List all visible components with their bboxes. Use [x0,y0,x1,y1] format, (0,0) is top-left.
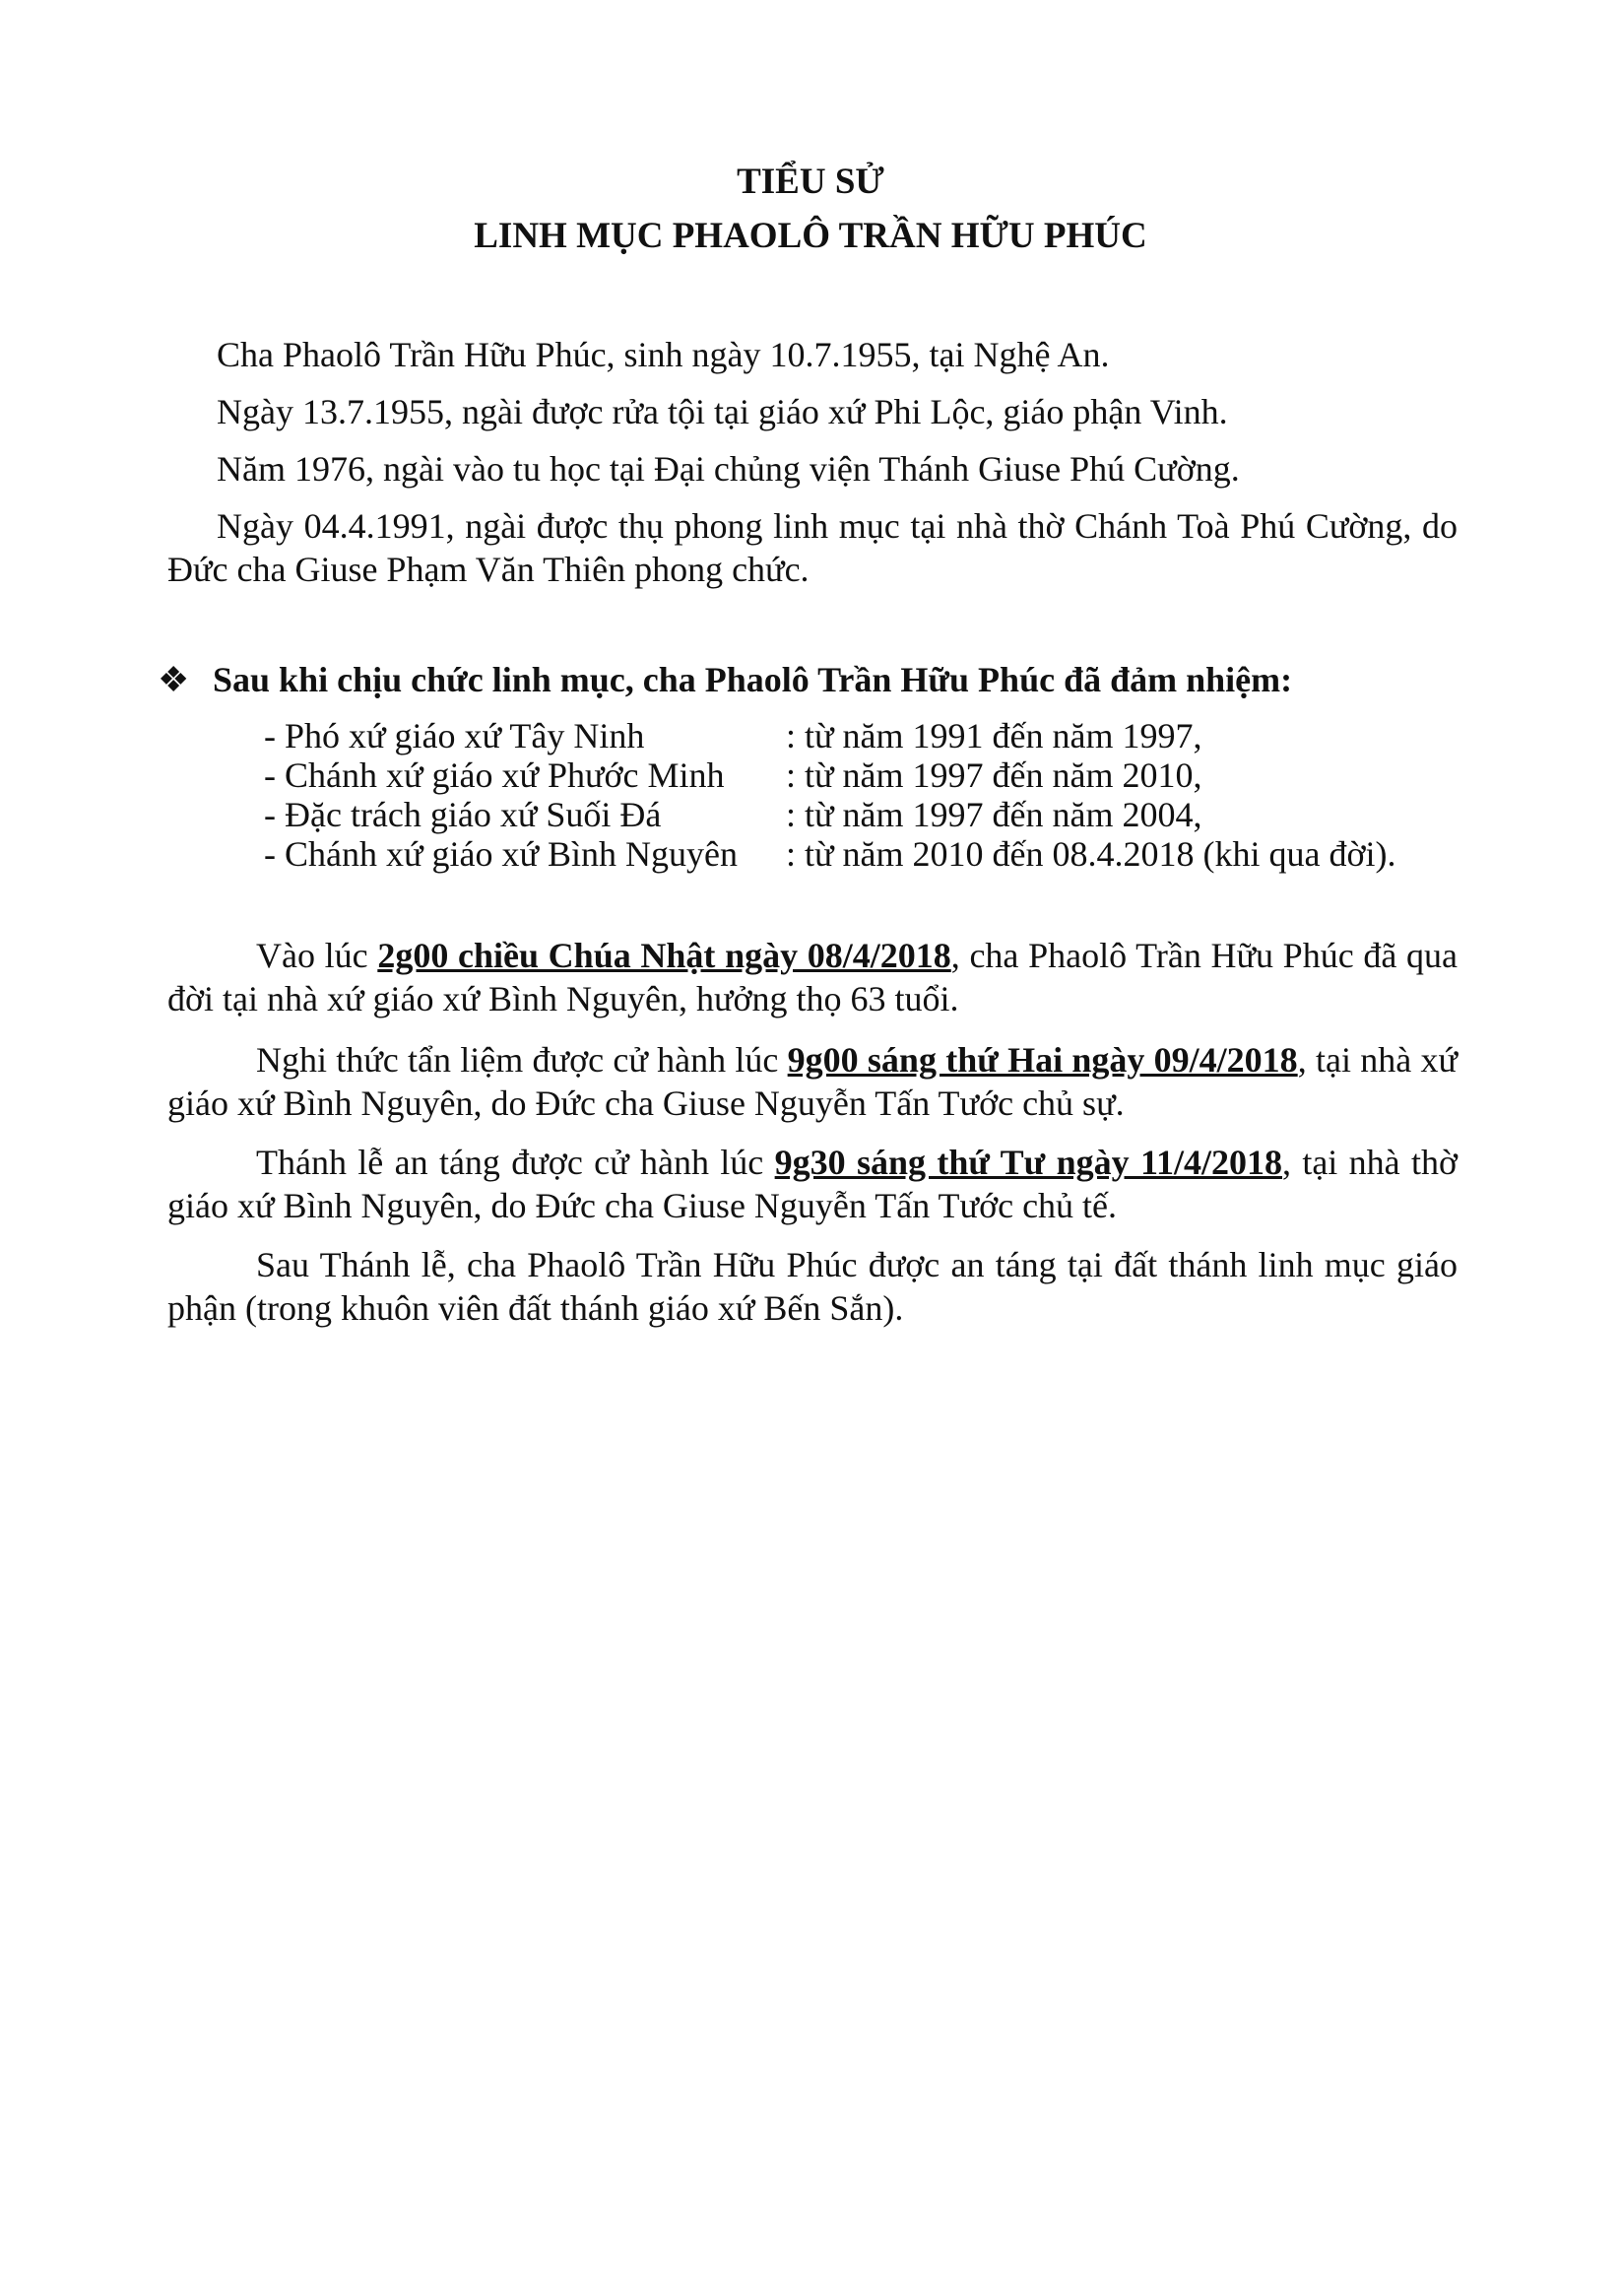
role-name: - Đặc trách giáo xứ Suối Đá [264,795,662,834]
service-heading-text: Sau khi chịu chức linh mục, cha Phaolô Trần Hữu Phúc đã đảm nhiệm: [213,660,1293,699]
intro-birth: Cha Phaolô Trần Hữu Phúc, sinh ngày 10.7.1955, tại Nghệ An. [217,335,1110,374]
role-period: : từ năm 1997 đến năm 2010, [786,755,1202,795]
role-period: : từ năm 2010 đến 08.4.2018 (khi qua đời). [786,834,1396,874]
event-funeral-mass: Thánh lễ an táng được cử hành lúc 9g30 sáng thứ Tư ngày 11/4/2018, tại nhà thờ giáo xứ Bình Nguyên, do Đức cha Giuse Nguyễn Tấn Tước chủ tế. [167,1143,1459,1225]
role-period: : từ năm 1991 đến năm 1997, [786,716,1202,755]
service-role-row [264,834,1395,874]
closing-burial: Sau Thánh lễ, cha Phaolô Trần Hữu Phúc được an táng tại đất thánh linh mục giáo phận (trong khuôn viên đất thánh giáo xứ Bến Sắn). [167,1245,1458,1328]
event-encoffinment: Nghi thức tẩn liệm được cử hành lúc 9g00 sáng thứ Hai ngày 09/4/2018, tại nhà xứ giáo xứ Bình Nguyên, do Đức cha Giuse Nguyễn Tấn Tước chủ sự. [167,1040,1458,1123]
service-heading [158,658,1292,701]
service-role-row [264,755,1201,795]
intro-baptism: Ngày 13.7.1955, ngài được rửa tội tại giáo xứ Phi Lộc, giáo phận Vinh. [217,392,1228,431]
intro-seminary: Năm 1976, ngài vào tu học tại Đại chủng viện Thánh Giuse Phú Cường. [217,449,1240,489]
role-period: : từ năm 1997 đến năm 2004, [786,795,1202,834]
role-name: - Chánh xứ giáo xứ Bình Nguyên [264,834,738,874]
event-death-time: 2g00 chiều Chúa Nhật ngày 08/4/2018 [377,936,951,975]
role-name: - Chánh xứ giáo xứ Phước Minh [264,755,725,795]
event-funeral-mass-time: 9g30 sáng thứ Tư ngày 11/4/2018 [774,1143,1282,1182]
intro-ordination: Ngày 04.4.1991, ngài được thụ phong linh mục tại nhà thờ Chánh Toà Phú Cường, do Đức cha Giuse Phạm Văn Thiên phong chức. [167,506,1458,589]
service-role-row [264,716,1201,755]
diamond-bullet-icon: ❖ [158,660,190,699]
role-name: - Phó xứ giáo xứ Tây Ninh [264,716,645,755]
service-role-row [264,795,1201,834]
event-death: Vào lúc 2g00 chiều Chúa Nhật ngày 08/4/2018, cha Phaolô Trần Hữu Phúc đã qua đời tại nhà xứ giáo xứ Bình Nguyên, hưởng thọ 63 tuổi. [167,936,1458,1018]
document-title: TIỂU SỬ [737,162,884,202]
event-encoffinment-time: 9g00 sáng thứ Hai ngày 09/4/2018 [787,1040,1298,1080]
document-subtitle: LINH MỤC PHAOLÔ TRẦN HỮU PHÚC [474,216,1147,256]
